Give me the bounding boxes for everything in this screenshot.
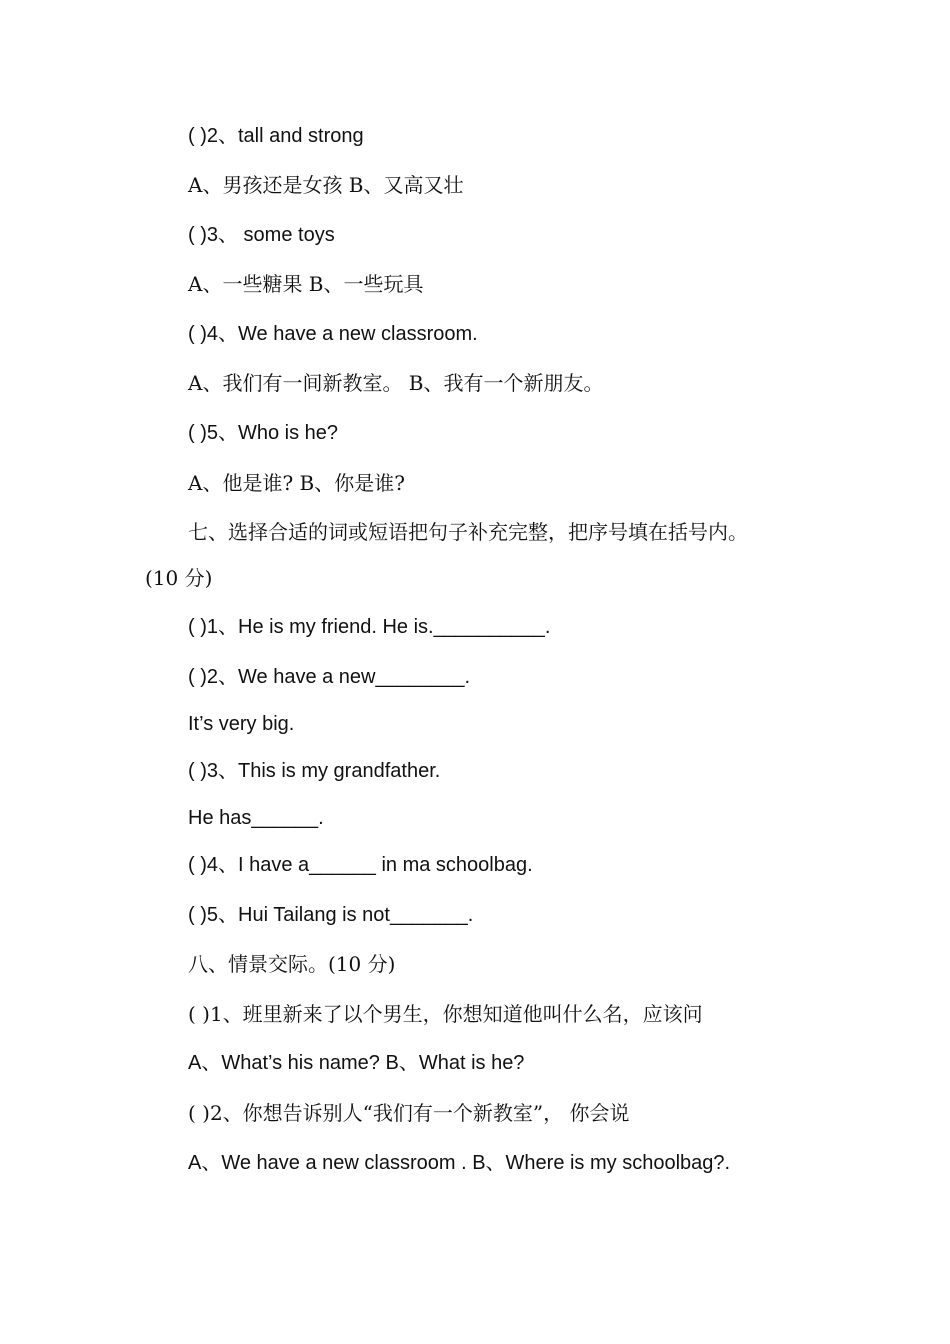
q7-item-3-cont: He has______. bbox=[188, 807, 324, 829]
q7-item-1: ( )1、He is my friend. He is.__________. bbox=[188, 616, 551, 638]
q6-item-2-options: A、男孩还是女孩 B、又高又壮 bbox=[188, 173, 464, 197]
q6-item-5-options: A、他是谁? B、你是谁? bbox=[188, 471, 405, 495]
q6-item-4-options: A、我们有一间新教室。 B、我有一个新朋友。 bbox=[188, 371, 604, 395]
q7-item-5: ( )5、Hui Tailang is not_______. bbox=[188, 904, 474, 926]
q6-item-4: ( )4、We have a new classroom. bbox=[188, 323, 478, 345]
section-7-heading: 七、选择合适的词或短语把句子补充完整，把序号填在括号内。 bbox=[188, 520, 748, 544]
q6-item-3: ( )3、 some toys bbox=[188, 224, 335, 246]
section-8-heading: 八、情景交际。(10 分) bbox=[188, 952, 396, 976]
q6-item-3-options: A、一些糖果 B、一些玩具 bbox=[188, 272, 424, 296]
q7-item-2: ( )2、We have a new________. bbox=[188, 666, 471, 688]
q6-item-2: ( )2、tall and strong bbox=[188, 125, 364, 147]
q6-item-5: ( )5、Who is he? bbox=[188, 422, 339, 444]
q8-item-1-options: A、What’s his name? B、What is he? bbox=[188, 1052, 525, 1074]
q8-item-2-options: A、We have a new classroom . B、Where is my schoolbag?. bbox=[188, 1152, 731, 1174]
q7-item-4: ( )4、I have a______ in ma schoolbag. bbox=[188, 854, 533, 876]
q8-item-2: ( )2、你想告诉别人“我们有一个新教室”， 你会说 bbox=[188, 1101, 630, 1125]
section-7-points: (10 分) bbox=[145, 566, 213, 590]
q7-item-3: ( )3、This is my grandfather. bbox=[188, 760, 441, 782]
q7-item-2-cont: It’s very big. bbox=[188, 713, 295, 735]
q8-item-1: ( )1、班里新来了以个男生，你想知道他叫什么名，应该问 bbox=[188, 1002, 703, 1026]
